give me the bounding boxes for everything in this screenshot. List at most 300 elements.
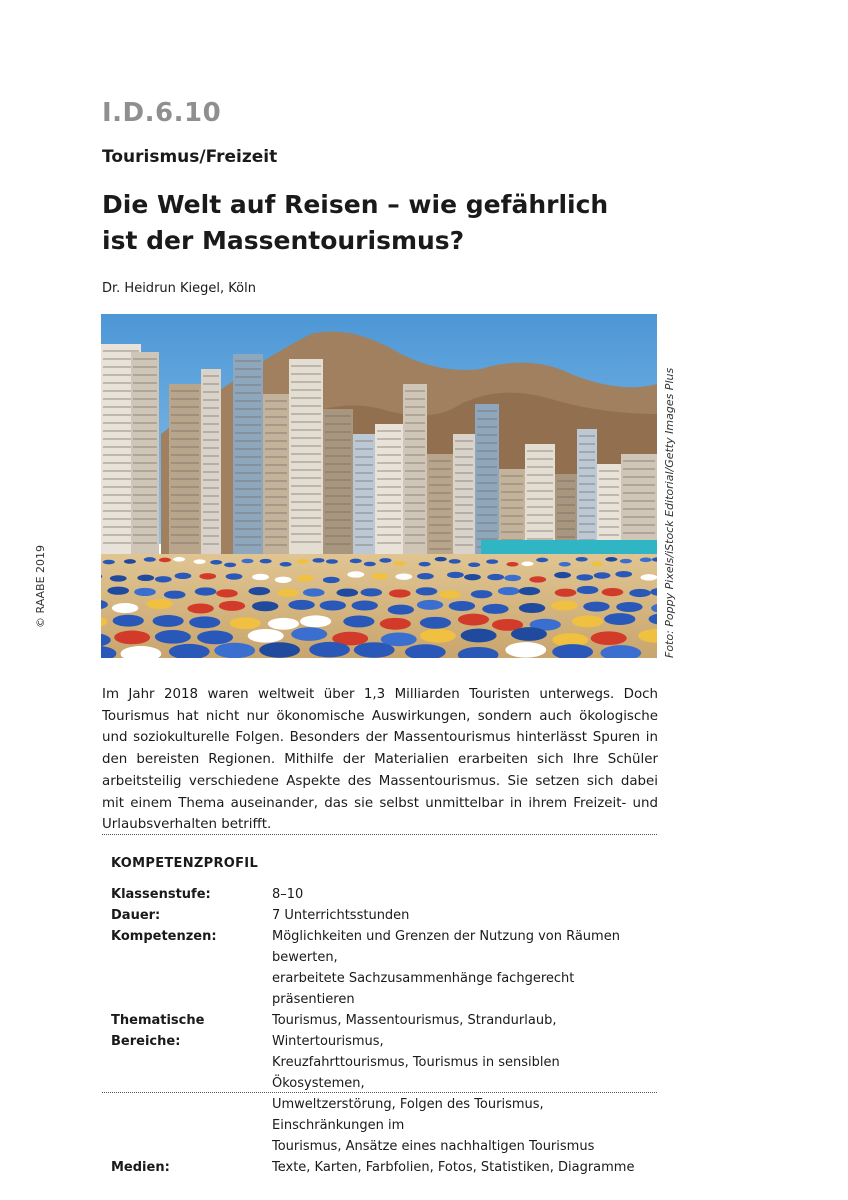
umbrella — [511, 627, 547, 641]
building-window-row — [455, 448, 473, 450]
umbrella — [197, 631, 233, 645]
building-window-row — [405, 526, 425, 528]
umbrella — [449, 559, 461, 564]
umbrella — [536, 558, 548, 563]
building-window-row — [405, 542, 425, 544]
building-window-row — [133, 494, 157, 496]
building-window-row — [501, 491, 523, 493]
building-window-row — [325, 487, 351, 489]
building-window-row — [455, 536, 473, 538]
umbrella — [347, 571, 364, 577]
building-window-row — [623, 484, 655, 486]
building-window-row — [405, 414, 425, 416]
building-window-row — [291, 453, 321, 455]
building-window-row — [265, 528, 287, 530]
building-window-row — [291, 501, 321, 503]
building-window-row — [133, 374, 157, 376]
building-window-row — [325, 535, 351, 537]
photo-credit: Foto: Poppy Pixels/iStock Editorial/Getty Images Plus — [663, 367, 676, 658]
building-window-row — [477, 538, 497, 540]
value-line: Umweltzerstörung, Folgen des Tourismus, Einschränkungen im — [272, 1097, 544, 1133]
umbrella — [417, 573, 434, 579]
building-window-row — [501, 531, 523, 533]
umbrella — [343, 616, 374, 628]
building-window-row — [235, 360, 261, 362]
umbrella — [372, 573, 389, 579]
value-line: Tourismus, Massentourismus, Strandurlaub, Wintertourismus, — [272, 1013, 557, 1049]
building-window-row — [171, 526, 199, 528]
building-window-row — [325, 463, 351, 465]
building-window-row — [455, 496, 473, 498]
building-window-row — [501, 523, 523, 525]
building — [323, 409, 353, 554]
value-line: erarbeitete Sachzusammenhänge fachgerecht präsentieren — [272, 971, 575, 1007]
building-window-row — [599, 534, 619, 536]
umbrella — [155, 630, 191, 644]
building-window-row — [355, 464, 373, 466]
building-window-row — [133, 454, 157, 456]
umbrella — [464, 574, 481, 580]
umbrella — [195, 587, 217, 595]
building-window-row — [171, 430, 199, 432]
building-window-row — [355, 496, 373, 498]
umbrella — [591, 631, 627, 645]
building-window-row — [235, 496, 261, 498]
building-window-row — [405, 454, 425, 456]
building-window-row — [291, 533, 321, 535]
building-window-row — [203, 439, 219, 441]
row-value — [272, 884, 651, 905]
building-window-row — [557, 512, 575, 514]
building-window-row — [405, 470, 425, 472]
building-window-row — [527, 490, 553, 492]
page-title — [102, 187, 662, 259]
building-window-row — [355, 480, 373, 482]
building-window-row — [325, 543, 351, 545]
umbrella — [576, 574, 593, 580]
building-window-row — [203, 519, 219, 521]
building-window-row — [291, 477, 321, 479]
subject-heading: Tourismus/Freizeit — [102, 147, 278, 167]
umbrella — [146, 599, 172, 609]
building-window-row — [405, 406, 425, 408]
building-window-row — [579, 499, 595, 501]
building-window-row — [429, 500, 451, 502]
umbrella — [519, 587, 541, 595]
umbrella — [505, 642, 546, 658]
building-window-row — [235, 472, 261, 474]
umbrella — [288, 600, 314, 610]
building-window-row — [355, 504, 373, 506]
building-window-row — [171, 390, 199, 392]
building-window-row — [455, 528, 473, 530]
building-window-row — [171, 422, 199, 424]
building-window-row — [265, 448, 287, 450]
umbrella — [326, 559, 338, 564]
umbrella — [394, 561, 406, 566]
value-line: 8–10 — [272, 887, 304, 902]
building-window-row — [171, 470, 199, 472]
building-window-row — [291, 389, 321, 391]
umbrella — [594, 572, 611, 578]
umbrella — [291, 627, 327, 641]
building-window-row — [203, 487, 219, 489]
building-window-row — [429, 508, 451, 510]
building-window-row — [133, 486, 157, 488]
building-window-row — [599, 502, 619, 504]
building-window-row — [291, 525, 321, 527]
umbrella — [277, 589, 299, 597]
umbrella — [260, 559, 272, 564]
building-window-row — [579, 523, 595, 525]
building-window-row — [133, 438, 157, 440]
building-window-row — [325, 423, 351, 425]
building-window-row — [291, 381, 321, 383]
building — [403, 384, 427, 554]
umbrella — [379, 558, 391, 563]
building-window-row — [325, 503, 351, 505]
building-window-row — [291, 493, 321, 495]
building-window-row — [325, 455, 351, 457]
umbrella — [529, 576, 546, 582]
title-line: Die Welt auf Reisen – wie gefährlich — [102, 190, 609, 219]
umbrella — [576, 557, 588, 562]
building-window-row — [477, 522, 497, 524]
building-window-row — [405, 486, 425, 488]
building-window-row — [599, 526, 619, 528]
umbrella — [144, 557, 156, 562]
building-window-row — [325, 511, 351, 513]
umbrella — [577, 586, 599, 594]
umbrella — [555, 589, 577, 597]
building-window-row — [235, 368, 261, 370]
building-window-row — [501, 507, 523, 509]
profile-heading: KOMPETENZPROFIL — [111, 856, 259, 871]
building-window-row — [455, 440, 473, 442]
building-window-row — [203, 383, 219, 385]
building-window-row — [291, 365, 321, 367]
building-window-row — [325, 527, 351, 529]
building-window-row — [325, 471, 351, 473]
building-window-row — [265, 432, 287, 434]
building-window-row — [133, 478, 157, 480]
building — [289, 359, 323, 554]
building-window-row — [291, 373, 321, 375]
umbrella — [583, 602, 609, 612]
building-window-row — [171, 542, 199, 544]
building-window-row — [133, 422, 157, 424]
building-window-row — [171, 478, 199, 480]
umbrella — [395, 573, 412, 579]
building-window-row — [235, 488, 261, 490]
building-window-row — [455, 512, 473, 514]
building-window-row — [235, 480, 261, 482]
umbrella — [224, 563, 236, 568]
building-window-row — [429, 548, 451, 550]
building-window-row — [203, 543, 219, 545]
umbrella — [280, 562, 292, 567]
value-line: Möglichkeiten und Grenzen der Nutzung von Räumen bewerten, — [272, 929, 620, 965]
building-window-row — [455, 464, 473, 466]
building-window-row — [623, 500, 655, 502]
building-window-row — [325, 495, 351, 497]
value-line: 7 Unterrichtsstunden — [272, 908, 410, 923]
building-window-row — [355, 536, 373, 538]
building-window-row — [265, 440, 287, 442]
umbrella — [187, 603, 213, 613]
building-window-row — [377, 438, 401, 440]
umbrella — [199, 573, 216, 579]
building-window-row — [477, 482, 497, 484]
row-label: Medien: — [111, 1160, 170, 1175]
building-window-row — [405, 518, 425, 520]
building-window-row — [557, 504, 575, 506]
umbrella — [259, 642, 300, 658]
building-window-row — [429, 532, 451, 534]
umbrella — [616, 602, 642, 612]
building-window-row — [377, 494, 401, 496]
building-window-row — [171, 438, 199, 440]
building-window-row — [235, 536, 261, 538]
building-window-row — [235, 400, 261, 402]
umbrella — [604, 613, 635, 625]
building-window-row — [477, 410, 497, 412]
building-window-row — [377, 470, 401, 472]
building-window-row — [579, 443, 595, 445]
building-window-row — [203, 415, 219, 417]
umbrella — [487, 574, 504, 580]
building-window-row — [405, 430, 425, 432]
building-window-row — [579, 467, 595, 469]
building-window-row — [171, 494, 199, 496]
umbrella — [248, 587, 270, 595]
building-window-row — [429, 476, 451, 478]
building-window-row — [355, 520, 373, 522]
building-window-row — [429, 492, 451, 494]
umbrella — [364, 562, 376, 567]
umbrella — [551, 600, 577, 610]
umbrella — [482, 604, 508, 614]
building — [169, 384, 201, 554]
building-window-row — [527, 498, 553, 500]
umbrella — [309, 642, 350, 658]
document-code: I.D.6.10 — [102, 98, 222, 128]
umbrella — [506, 562, 518, 567]
building-window-row — [235, 424, 261, 426]
building-window-row — [527, 522, 553, 524]
building-window-row — [265, 496, 287, 498]
building-window-row — [377, 526, 401, 528]
building-window-row — [265, 488, 287, 490]
building-window-row — [291, 421, 321, 423]
umbrella — [504, 575, 521, 581]
building-window-row — [203, 431, 219, 433]
building-window-row — [133, 470, 157, 472]
building-window-row — [429, 468, 451, 470]
building-window-row — [203, 471, 219, 473]
building-window-row — [405, 462, 425, 464]
building-window-row — [291, 437, 321, 439]
umbrella — [352, 601, 378, 611]
title-line: ist der Massentourismus? — [102, 226, 465, 255]
building-window-row — [579, 475, 595, 477]
row-label: Thematische Bereiche: — [111, 1013, 205, 1049]
building-window-row — [291, 517, 321, 519]
building-window-row — [377, 502, 401, 504]
building-window-row — [265, 408, 287, 410]
umbrella — [620, 559, 632, 564]
umbrella — [107, 587, 129, 595]
umbrella — [153, 615, 184, 627]
building-window-row — [557, 496, 575, 498]
building-window-row — [501, 499, 523, 501]
building-window-row — [235, 408, 261, 410]
building-window-row — [203, 535, 219, 537]
building-window-row — [325, 519, 351, 521]
umbrella — [615, 571, 632, 577]
building-window-row — [291, 429, 321, 431]
building-window-row — [557, 536, 575, 538]
building-window-row — [171, 510, 199, 512]
building-window-row — [291, 485, 321, 487]
building-window-row — [235, 432, 261, 434]
building-window-row — [599, 470, 619, 472]
building-window-row — [291, 541, 321, 543]
building-window-row — [203, 391, 219, 393]
umbrella — [110, 575, 127, 581]
building-window-row — [203, 527, 219, 529]
building-window-row — [133, 382, 157, 384]
building-window-row — [623, 516, 655, 518]
building-window-row — [477, 466, 497, 468]
building-window-row — [477, 490, 497, 492]
building-window-row — [203, 407, 219, 409]
building-window-row — [599, 510, 619, 512]
building-window-row — [265, 504, 287, 506]
building-window-row — [455, 488, 473, 490]
building-window-row — [501, 475, 523, 477]
building-window-row — [429, 516, 451, 518]
umbrella — [629, 589, 651, 597]
umbrella — [194, 559, 206, 564]
building-window-row — [133, 462, 157, 464]
building-window-row — [265, 536, 287, 538]
umbrella — [134, 588, 156, 596]
row-label: Kompetenzen: — [111, 929, 217, 944]
umbrella — [471, 590, 493, 598]
umbrella — [591, 562, 603, 567]
building-window-row — [355, 512, 373, 514]
building-window-row — [203, 399, 219, 401]
building-window-row — [477, 434, 497, 436]
intro-paragraph: Im Jahr 2018 waren weltweit über 1,3 Milliarden Touristen unterwegs. Doch Tourismus hat nicht nur ökonomische Auswirkungen, sondern auch ökologische und soziokulturelle Folgen. Besonders der Massentourismus hinterlässt Spuren in den bereisten Regionen. Mithilfe der Materialien erarbeiten sich Ihre Schüler arbeitsteilig verschiedene Aspekte des Massentourismus. Sie setzen sich dabei mit einem Thema auseinander, das sie selbst unmittelbar in ihrem Freizeit- und Urlaubsverhalten betrifft. — [102, 687, 658, 833]
building-window-row — [355, 440, 373, 442]
building-window-row — [325, 479, 351, 481]
building-window-row — [291, 509, 321, 511]
building-window-row — [377, 446, 401, 448]
umbrella — [461, 629, 497, 643]
building-window-row — [527, 506, 553, 508]
umbrella — [173, 557, 185, 562]
value-line: Texte, Karten, Farbfolien, Fotos, Statistiken, Diagramme — [272, 1160, 635, 1175]
building-window-row — [265, 512, 287, 514]
building-window-row — [265, 456, 287, 458]
building-window-row — [203, 423, 219, 425]
building-window-row — [405, 510, 425, 512]
building-window-row — [477, 442, 497, 444]
umbrella — [175, 573, 192, 579]
value-line: Kreuzfahrttourismus, Tourismus in sensiblen Ökosystemen, — [272, 1055, 560, 1091]
building-window-row — [579, 483, 595, 485]
umbrella — [219, 601, 245, 611]
building-window-row — [203, 479, 219, 481]
profile-row — [111, 1157, 651, 1178]
building-window-row — [557, 480, 575, 482]
umbrella — [420, 617, 451, 629]
building-window-row — [527, 538, 553, 540]
umbrella — [572, 615, 603, 627]
building-window-row — [171, 534, 199, 536]
building-window-row — [171, 454, 199, 456]
umbrella — [313, 558, 325, 563]
umbrella — [252, 574, 269, 580]
building-window-row — [579, 451, 595, 453]
profile-row — [111, 884, 651, 905]
building-window-row — [455, 480, 473, 482]
umbrella — [602, 588, 624, 596]
building-window-row — [405, 438, 425, 440]
building-window-row — [171, 462, 199, 464]
beach-photo — [101, 314, 657, 658]
building-window-row — [623, 492, 655, 494]
umbrella — [435, 557, 447, 562]
building-window-row — [527, 474, 553, 476]
building-window-row — [235, 376, 261, 378]
building-window-row — [265, 424, 287, 426]
building-window-row — [133, 510, 157, 512]
umbrella — [420, 629, 456, 643]
building-window-row — [265, 480, 287, 482]
building-window-row — [235, 416, 261, 418]
umbrella — [458, 614, 489, 626]
umbrella — [297, 559, 309, 564]
building-window-row — [235, 464, 261, 466]
building-window-row — [265, 472, 287, 474]
building-window-row — [265, 520, 287, 522]
building-window-row — [235, 456, 261, 458]
umbrella — [468, 562, 480, 567]
building-window-row — [579, 459, 595, 461]
building-window-row — [429, 484, 451, 486]
building-window-row — [203, 495, 219, 497]
building-window-row — [477, 458, 497, 460]
building-window-row — [203, 511, 219, 513]
umbrella — [380, 618, 411, 630]
building-window-row — [527, 482, 553, 484]
building-window-row — [405, 446, 425, 448]
building-window-row — [265, 464, 287, 466]
divider-top — [102, 834, 657, 835]
umbrella — [361, 588, 383, 596]
building-window-row — [171, 406, 199, 408]
umbrella — [449, 601, 475, 611]
building-window-row — [265, 544, 287, 546]
building-window-row — [355, 488, 373, 490]
building-window-row — [527, 458, 553, 460]
building-window-row — [133, 414, 157, 416]
umbrella — [605, 557, 617, 562]
row-value — [272, 1010, 651, 1157]
